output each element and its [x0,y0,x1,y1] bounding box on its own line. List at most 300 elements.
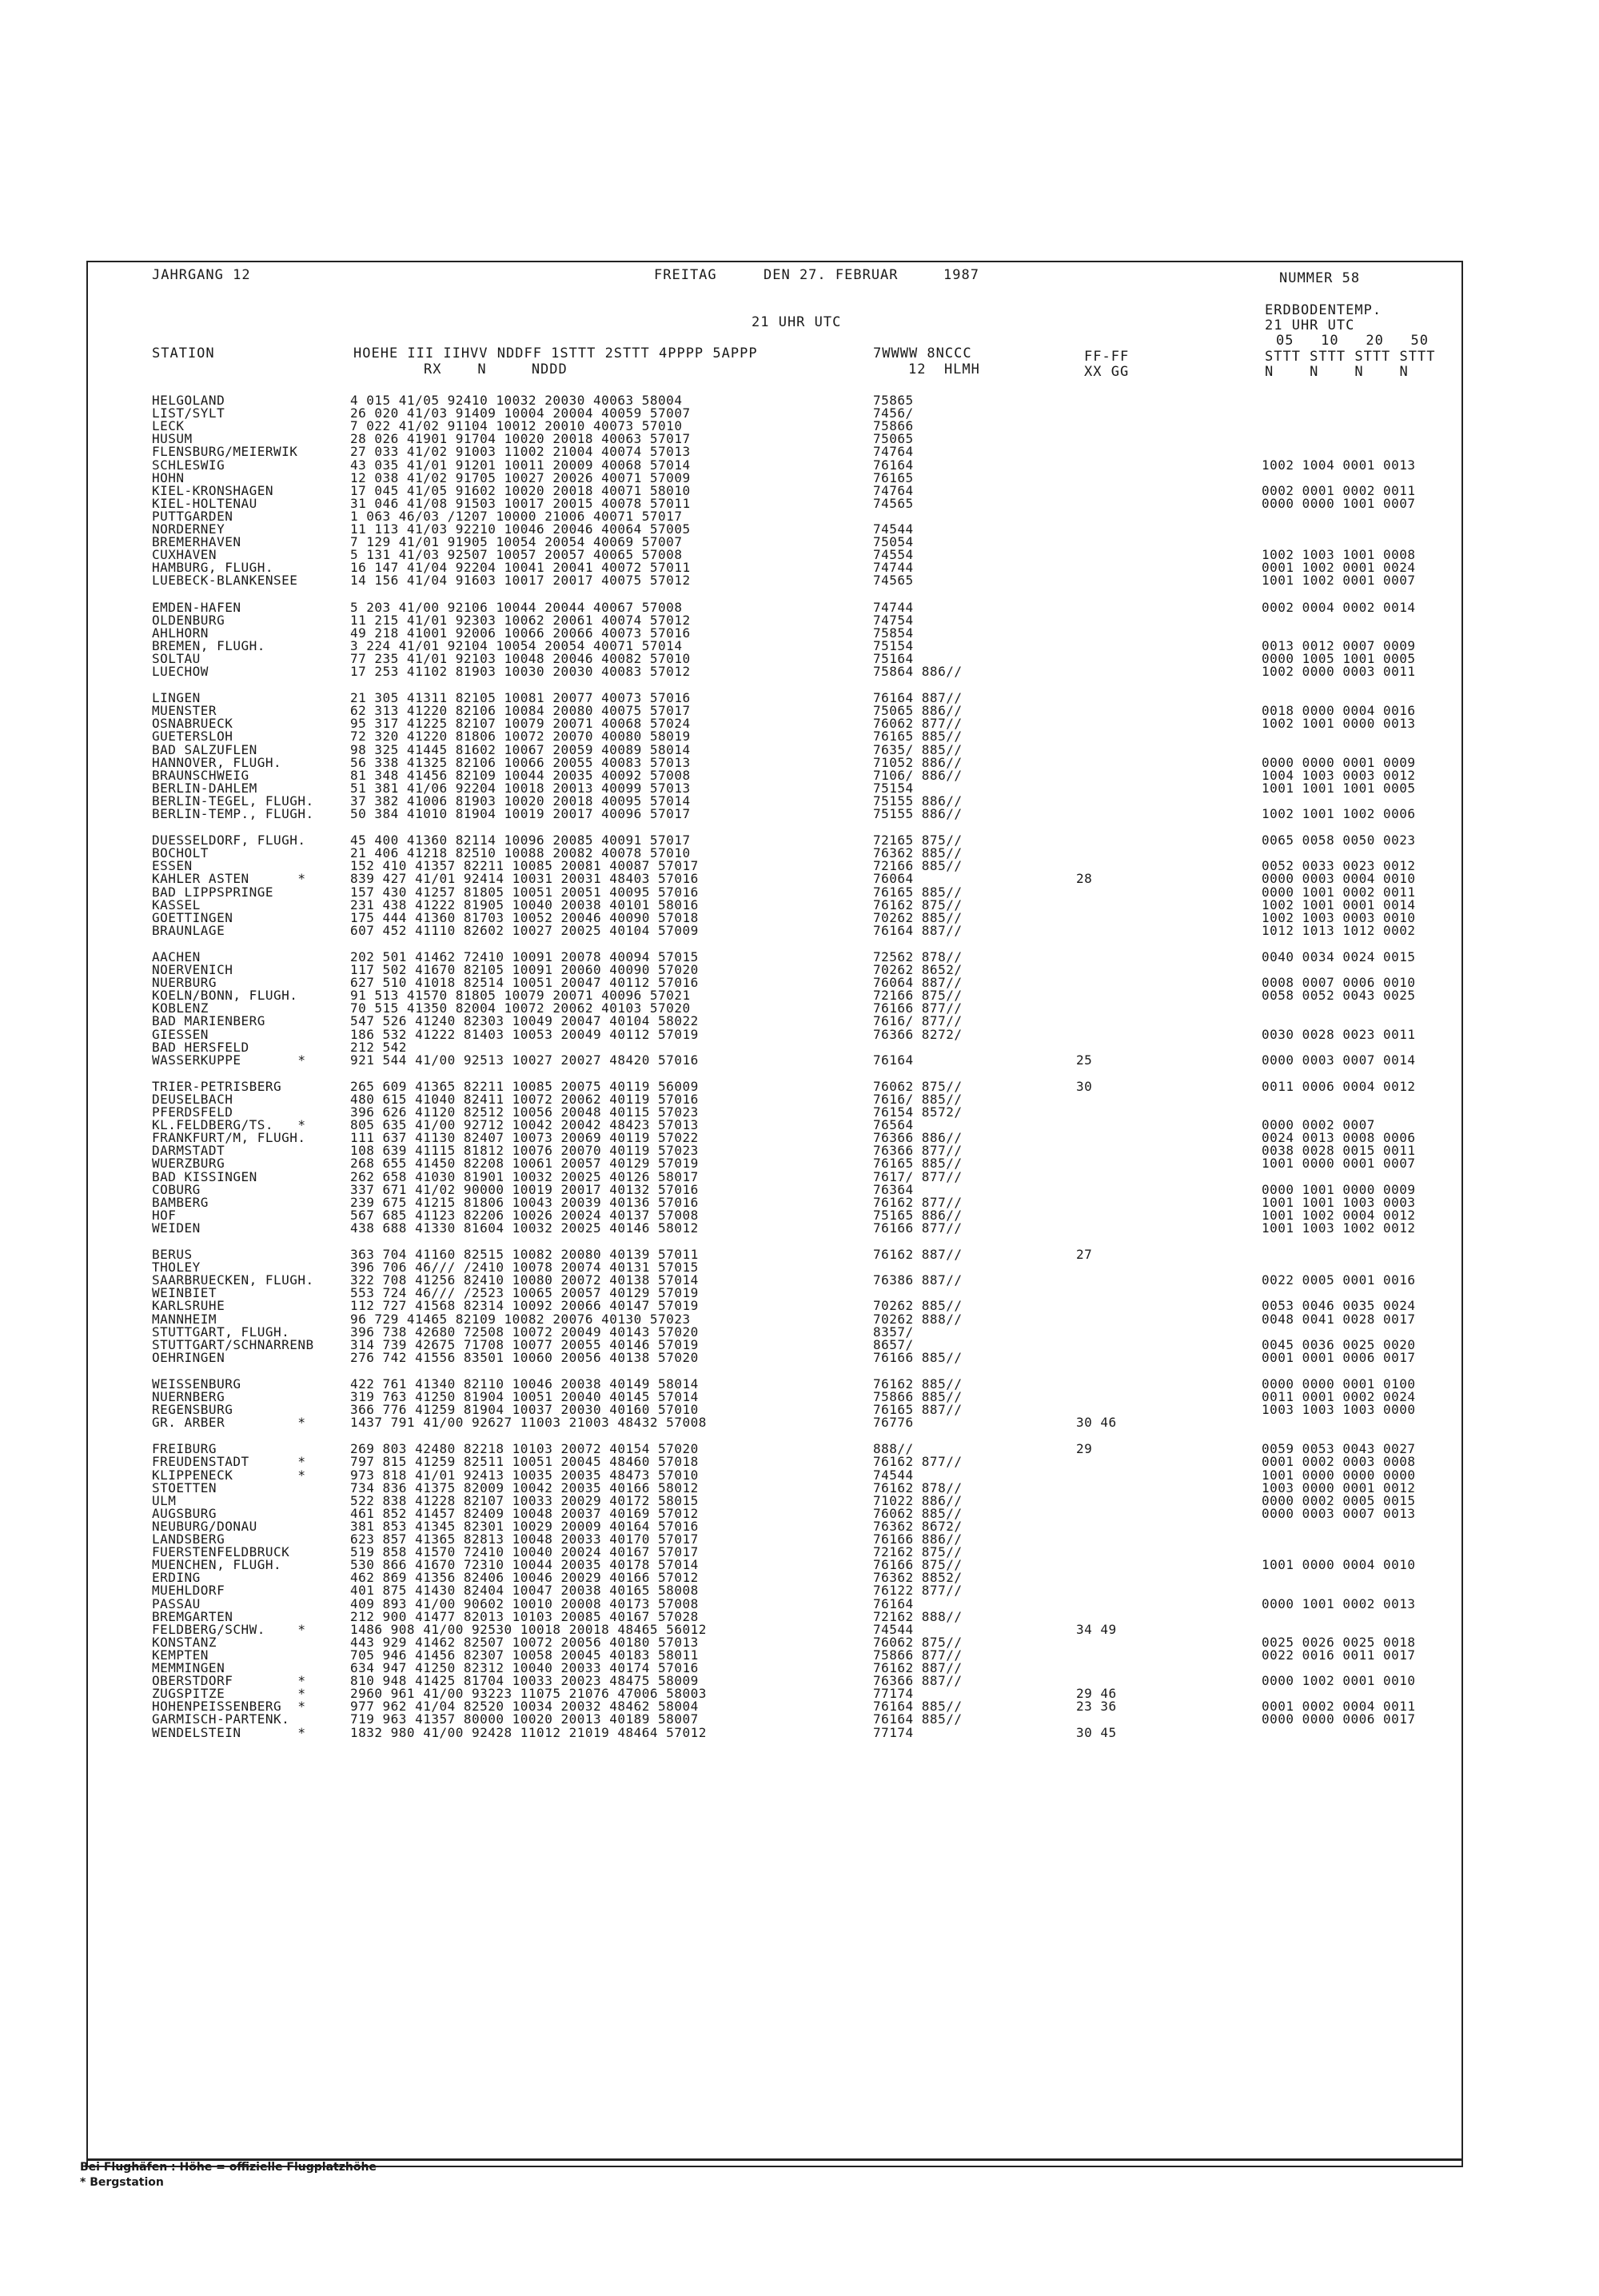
soil-temperatures: 0000 1002 0001 0010 [1262,1673,1416,1689]
station-name: NOERVENICH [152,962,233,977]
weather-groups: 76165 885// [873,1156,963,1172]
station-name: HAMBURG, FLUGH. [152,560,273,576]
weather-groups: 76164 [873,457,914,473]
station-name: KLIPPENECK * [152,1467,306,1483]
weather-groups: 74544 [873,1467,914,1483]
station-name: BERLIN-TEGEL, FLUGH. [152,793,314,809]
observation-groups: 276 742 41556 83501 10060 20056 40138 57020 [350,1349,699,1365]
station-name: BERLIN-TEMP., FLUGH. [152,806,314,821]
observation-groups: 719 963 41357 80000 10020 20013 40189 58007 [350,1711,699,1727]
weather-groups: 76162 887// [873,1660,963,1675]
station-name: KOELN/BONN, FLUGH. [152,988,298,1004]
station-name: HELGOLAND [152,393,225,408]
observation-groups: 96 729 41465 82109 10082 20076 40130 57023 [350,1311,691,1327]
station-name: BOCHOLT [152,845,209,861]
weather-groups: 76166 886// [873,1531,963,1547]
weather-groups: 72166 885// [873,858,963,874]
column-soil-temps-sub: N N N N [1265,364,1409,380]
observation-groups: 95 317 41225 82107 10079 20071 40068 57024 [350,716,691,732]
soil-temperatures: 1002 1001 0001 0014 [1262,896,1416,912]
weekday-label: FREITAG [654,267,717,283]
weather-groups: 74544 [873,1621,914,1637]
soil-temperatures: 0000 1001 0000 0009 [1262,1181,1416,1197]
soil-temp-title: ERDBODENTEMP. [1265,302,1382,318]
station-name: BAD LIPPSPRINGE [152,884,273,900]
observation-groups: 117 502 41670 82105 10091 20060 40090 57020 [350,962,699,977]
weather-groups: 76166 877// [873,1000,963,1016]
weather-groups: 77174 [873,1686,914,1702]
soil-temperatures: 0040 0034 0024 0015 [1262,948,1416,964]
station-name: ULM [152,1492,177,1508]
weather-groups: 76154 8572/ [873,1104,963,1120]
observation-groups: 11 113 41/03 92210 10046 20046 40064 57005 [350,521,691,537]
station-name: REGENSBURG [152,1402,233,1418]
station-name: LANDSBERG [152,1531,225,1547]
station-name: OLDENBURG [152,612,225,628]
weather-groups: 76162 878// [873,1479,963,1495]
observation-groups: 366 776 41259 81904 10037 20030 40160 57010 [350,1402,699,1418]
weather-groups: 8357/ [873,1324,914,1340]
weather-groups: 76062 885// [873,1505,963,1521]
soil-temperatures: 0000 1001 0002 0011 [1262,884,1416,900]
observation-groups: 461 852 41457 82409 10048 20037 40169 57012 [350,1505,699,1521]
soil-temperatures: 0058 0052 0043 0025 [1262,988,1416,1004]
soil-temperatures: 1003 1003 1003 0000 [1262,1402,1416,1418]
station-name: SOLTAU [152,650,201,666]
observation-groups: 322 708 41256 82410 10080 20072 40138 57014 [350,1272,699,1288]
weather-groups: 76166 877// [873,1220,963,1236]
weather-groups: 71022 886// [873,1492,963,1508]
soil-temperatures: 0001 1002 0001 0024 [1262,560,1416,576]
station-name: WEISSENBURG [152,1376,241,1392]
observation-groups: 12 038 41/02 91705 10027 20026 40071 57009 [350,469,691,485]
observation-groups: 396 626 41120 82512 10056 20048 40115 57023 [350,1104,699,1120]
observation-groups: 72 320 41220 81806 10072 20070 40080 58019 [350,729,691,745]
observation-groups: 797 815 41259 82511 10051 20045 48460 57018 [350,1454,699,1470]
weather-groups: 76122 877// [873,1583,963,1599]
soil-temperatures: 1002 1004 0001 0013 [1262,457,1416,473]
station-name: TRIER-PETRISBERG [152,1078,282,1094]
soil-temperatures: 1002 1001 1002 0006 [1262,806,1416,821]
observation-groups: 62 313 41220 82106 10084 20080 40075 57017 [350,703,691,719]
station-name: BRAUNLAGE [152,922,225,938]
weather-groups: 888// [873,1441,914,1457]
weather-groups: 74764 [873,444,914,460]
bulletin-frame [86,261,1463,2167]
weather-groups: 76164 [873,1595,914,1611]
station-name: AUGSBURG [152,1505,217,1521]
station-name: MEMMINGEN [152,1660,225,1675]
observation-groups: 111 637 41130 82407 10073 20069 40119 57022 [350,1130,699,1146]
station-name: KASSEL [152,896,201,912]
weather-groups: 72162 875// [873,1544,963,1560]
station-name: BERUS [152,1247,193,1262]
weather-groups: 76164 887// [873,690,963,706]
weather-groups: 74744 [873,599,914,615]
soil-temperatures: 1002 1001 0000 0013 [1262,716,1416,732]
observation-groups: 519 858 41570 72410 10040 20024 40167 57017 [350,1544,699,1560]
station-name: HANNOVER, FLUGH. [152,754,282,770]
soil-temperatures: 1012 1013 1012 0002 [1262,922,1416,938]
station-name: LECK [152,418,185,434]
soil-temperatures: 0011 0006 0004 0012 [1262,1078,1416,1094]
station-name: KARLSRUHE [152,1298,225,1314]
soil-temperatures: 0052 0033 0023 0012 [1262,858,1416,874]
observation-groups: 977 962 41/04 82520 10034 20032 48462 58004 [350,1699,699,1715]
soil-temperatures: 1001 1001 1003 0003 [1262,1194,1416,1210]
wind-gusts: 34 49 [1076,1621,1117,1637]
weather-groups: 76165 885// [873,729,963,745]
station-name: KL.FELDBERG/TS. * [152,1117,306,1133]
soil-temperatures: 0030 0028 0023 0011 [1262,1026,1416,1042]
soil-temperatures: 0000 1001 0002 0013 [1262,1595,1416,1611]
weather-groups: 76165 [873,469,914,485]
observation-groups: 462 869 41356 82406 10046 20029 40166 57012 [350,1570,699,1586]
station-name: NUERBURG [152,975,217,991]
wind-gusts: 28 [1076,871,1093,887]
observation-groups: 26 020 41/03 91409 10004 20004 40059 57007 [350,405,691,421]
observation-groups: 51 381 41/06 92204 10018 20013 40099 57013 [350,780,691,796]
station-name: NEUBURG/DONAU [152,1518,257,1534]
observation-groups: 7 129 41/01 91905 10054 20054 40069 57007 [350,534,683,550]
weather-groups: 76162 877// [873,1194,963,1210]
weather-groups: 76366 8272/ [873,1026,963,1042]
station-name: ERDING [152,1570,201,1586]
station-name: KONSTANZ [152,1634,217,1650]
station-name: BAD MARIENBERG [152,1013,265,1029]
observation-groups: 627 510 41018 82514 10051 20047 40112 57016 [350,975,699,991]
station-name: OEHRINGEN [152,1349,225,1365]
soil-temperatures: 1001 0000 0004 0010 [1262,1557,1416,1573]
station-name: NORDERNEY [152,521,225,537]
station-name: FUERSTENFELDBRUCK [152,1544,290,1560]
wind-gusts: 30 [1076,1078,1093,1094]
station-name: DARMSTADT [152,1143,225,1159]
wind-gusts: 27 [1076,1247,1093,1262]
station-name: MUENSTER [152,703,217,719]
soil-temperatures: 0000 0002 0007 [1262,1117,1375,1133]
observation-groups: 522 838 41228 82107 10033 20029 40172 58015 [350,1492,699,1508]
station-name: AHLHORN [152,625,209,641]
soil-temperatures: 1001 1003 1002 0012 [1262,1220,1416,1236]
weather-groups: 70262 8652/ [873,962,963,977]
weather-groups: 72562 878// [873,948,963,964]
observation-groups: 634 947 41250 82312 10040 20033 40174 57016 [350,1660,699,1675]
soil-temp-time: 21 UHR UTC [1265,317,1355,333]
weather-groups: 76162 877// [873,1454,963,1470]
observation-groups: 14 156 41/04 91603 10017 20017 40075 57012 [350,573,691,589]
observation-groups: 396 706 46/// /2410 10078 20074 40131 57015 [350,1260,699,1276]
station-name: DEUSELBACH [152,1091,233,1107]
station-name: SAARBRUECKEN, FLUGH. [152,1272,314,1288]
soil-temperatures: 1001 0000 0000 0000 [1262,1467,1416,1483]
observation-groups: 98 325 41445 81602 10067 20059 40089 58014 [350,741,691,757]
station-name: GIESSEN [152,1026,209,1042]
observation-groups: 805 635 41/00 92712 10042 20042 48423 57013 [350,1117,699,1133]
wind-gusts: 29 [1076,1441,1093,1457]
weather-groups: 76165 887// [873,1402,963,1418]
weather-groups: 76366 887// [873,1673,963,1689]
observation-groups: 31 046 41/08 91503 10017 20015 40078 57011 [350,495,691,511]
weather-groups: 76776 [873,1415,914,1431]
station-name: FRANKFURT/M, FLUGH. [152,1130,306,1146]
station-name: FREUDENSTADT * [152,1454,306,1470]
observation-groups: 21 305 41311 82105 10081 20077 40073 57016 [350,690,691,706]
weather-groups: 72166 875// [873,988,963,1004]
soil-temperatures: 1001 1001 1001 0005 [1262,780,1416,796]
observation-groups: 1832 980 41/00 92428 11012 21019 48464 57012 [350,1724,707,1740]
station-name: HOHN [152,469,185,485]
soil-temperatures: 1002 1003 0003 0010 [1262,909,1416,925]
station-name: WENDELSTEIN * [152,1724,306,1740]
observation-groups: 202 501 41462 72410 10091 20078 40094 57015 [350,948,699,964]
observation-groups: 157 430 41257 81805 10051 20051 40095 57016 [350,884,699,900]
column-weather-codes: 7WWWW 8NCCC [873,345,972,361]
observation-groups: 212 542 [350,1039,407,1055]
station-name: LUEBECK-BLANKENSEE [152,573,298,589]
observation-groups: 1486 908 41/00 92530 10018 20018 48465 56012 [350,1621,707,1637]
observation-groups: 2960 961 41/00 93223 11075 21076 47006 58003 [350,1686,707,1702]
soil-temperatures: 1003 0000 0001 0012 [1262,1479,1416,1495]
station-name: BREMERHAVEN [152,534,241,550]
station-name: CUXHAVEN [152,547,217,563]
station-name: HUSUM [152,431,193,447]
observation-groups: 81 348 41456 82109 10044 20035 40092 57008 [350,767,691,783]
observation-groups: 3 224 41/01 92104 10054 20054 40071 57014 [350,637,683,653]
year-label: 1987 [943,267,979,283]
column-station: STATION [152,345,215,361]
weather-groups: 71052 886// [873,754,963,770]
wind-gusts: 25 [1076,1052,1093,1068]
station-name: DUESSELDORF, FLUGH. [152,833,306,849]
weather-groups: 74554 [873,547,914,563]
station-name: BREMGARTEN [152,1608,233,1624]
station-name: COBURG [152,1181,201,1197]
observation-groups: 175 444 41360 81703 10052 20046 40090 57018 [350,909,699,925]
soil-temperatures: 1001 0000 0001 0007 [1262,1156,1416,1172]
station-name: KIEL-HOLTENAU [152,495,257,511]
weather-groups: 7635/ 885// [873,741,963,757]
weather-groups: 76164 [873,1052,914,1068]
weather-groups: 75865 [873,393,914,408]
footnote-mountain-station: * Bergstation [80,2176,164,2189]
station-name: LINGEN [152,690,201,706]
observation-groups: 810 948 41425 81704 10033 20023 48475 58009 [350,1673,699,1689]
station-name: MUENCHEN, FLUGH. [152,1557,282,1573]
observation-groups: 37 382 41006 81903 10020 20018 40095 57014 [350,793,691,809]
station-name: NUERNBERG [152,1389,225,1404]
observation-groups: 401 875 41430 82404 10047 20038 40165 58008 [350,1583,699,1599]
weather-groups: 75065 886// [873,703,963,719]
volume-label: JAHRGANG 12 [152,267,251,283]
weather-groups: 76362 885// [873,845,963,861]
station-name: MUEHLDORF [152,1583,225,1599]
observation-groups: 91 513 41570 81805 10079 20071 40096 57021 [350,988,691,1004]
station-name: WUERZBURG [152,1156,225,1172]
observation-groups: 705 946 41456 82307 10058 20045 40183 58011 [350,1647,699,1663]
station-name: BAD KISSINGEN [152,1168,257,1184]
station-name: GUETERSLOH [152,729,233,745]
weather-groups: 76362 8852/ [873,1570,963,1586]
weather-groups: 74565 [873,495,914,511]
weather-groups: 76162 887// [873,1247,963,1262]
observation-groups: 5 203 41/00 92106 10044 20044 40067 57008 [350,599,683,615]
weather-groups: 77174 [873,1724,914,1740]
station-name: PFERDSFELD [152,1104,233,1120]
weather-groups: 75154 [873,780,914,796]
observation-groups: 269 803 42480 82218 10103 20072 40154 57020 [350,1441,699,1457]
observation-groups: 56 338 41325 82106 10066 20055 40083 57013 [350,754,691,770]
observation-groups: 839 427 41/01 92414 10031 20031 48403 57016 [350,871,699,887]
footnote-airport-height: Bei Flughäfen : Höhe = offizielle Flugplatzhöhe [80,2161,377,2174]
station-name: BERLIN-DAHLEM [152,780,257,796]
station-name: BAMBERG [152,1194,209,1210]
weather-groups: 76164 885// [873,1699,963,1715]
soil-temperatures: 1002 0000 0003 0011 [1262,664,1416,679]
soil-temperatures: 0059 0053 0043 0027 [1262,1441,1416,1457]
soil-temperatures: 0008 0007 0006 0010 [1262,975,1416,991]
soil-temperatures: 0024 0013 0008 0006 [1262,1130,1416,1146]
soil-temperatures: 0001 0002 0004 0011 [1262,1699,1416,1715]
wind-gusts: 30 45 [1076,1724,1117,1740]
soil-temperatures: 0000 0000 0006 0017 [1262,1711,1416,1727]
weather-groups: 75866 885// [873,1389,963,1404]
observation-time: 21 UHR UTC [752,314,842,330]
station-name: LIST/SYLT [152,405,225,421]
observation-groups: 396 738 42680 72508 10072 20049 40143 57020 [350,1324,699,1340]
station-name: MANNHEIM [152,1311,217,1327]
weather-groups: 76162 875// [873,896,963,912]
station-name: BRAUNSCHWEIG [152,767,249,783]
station-name: KEMPTEN [152,1647,209,1663]
weather-groups: 76166 875// [873,1557,963,1573]
observation-groups: 4 015 41/05 92410 10032 20030 40063 58004 [350,393,683,408]
weather-groups: 75866 [873,418,914,434]
observation-groups: 112 727 41568 82314 10092 20066 40147 57019 [350,1298,699,1314]
weather-groups: 76164 885// [873,1711,963,1727]
station-name: HOHENPEISSENBERG * [152,1699,306,1715]
station-name: FREIBURG [152,1441,217,1457]
weather-groups: 75854 [873,625,914,641]
soil-temperatures: 0000 0000 1001 0007 [1262,495,1416,511]
observation-groups: 973 818 41/01 92413 10035 20035 48473 57010 [350,1467,699,1483]
observation-groups: 17 045 41/05 91602 10020 20018 40071 58010 [350,482,691,498]
observation-groups: 49 218 41001 92006 10066 20066 40073 57016 [350,625,691,641]
soil-temperatures: 0000 1005 1001 0005 [1262,650,1416,666]
weather-groups: 70262 888// [873,1311,963,1327]
soil-temperatures: 0001 0001 0006 0017 [1262,1349,1416,1365]
weather-groups: 76062 875// [873,1078,963,1094]
weather-groups: 75165 886// [873,1207,963,1223]
weather-groups: 74544 [873,521,914,537]
weather-groups: 75164 [873,650,914,666]
observation-groups: 16 147 41/04 92204 10041 20041 40072 57011 [350,560,691,576]
soil-temperatures: 0000 0003 0007 0014 [1262,1052,1416,1068]
station-name: PASSAU [152,1595,201,1611]
observation-groups: 17 253 41102 81903 10030 20030 40083 57012 [350,664,691,679]
soil-temperatures: 0045 0036 0025 0020 [1262,1336,1416,1352]
observation-groups: 7 022 41/02 91104 10012 20010 40073 57010 [350,418,683,434]
observation-groups: 607 452 41110 82602 10027 20025 40104 57009 [350,922,699,938]
weather-groups: 76062 877// [873,716,963,732]
weather-groups: 7106/ 886// [873,767,963,783]
observation-groups: 212 900 41477 82013 10103 20085 40167 57028 [350,1608,699,1624]
station-name: KIEL-KRONSHAGEN [152,482,273,498]
observation-groups: 50 384 41010 81904 10019 20017 40096 57017 [350,806,691,821]
station-name: STUTTGART/SCHNARRENB [152,1336,314,1352]
weather-groups: 72162 888// [873,1608,963,1624]
observation-groups: 28 026 41901 91704 10020 20018 40063 57017 [350,431,691,447]
weather-groups: 7616/ 885// [873,1091,963,1107]
station-name: SCHLESWIG [152,457,225,473]
soil-temperatures: 0000 0000 0001 0100 [1262,1376,1416,1392]
station-name: PUTTGARDEN [152,508,233,524]
station-name: AACHEN [152,948,201,964]
date-label: DEN 27. FEBRUAR [764,267,899,283]
station-name: BAD SALZUFLEN [152,741,257,757]
weather-groups: 76366 877// [873,1143,963,1159]
weather-groups: 74565 [873,573,914,589]
observation-groups: 27 033 41/02 91003 11002 21004 40074 57013 [350,444,691,460]
weather-groups: 7456/ [873,405,914,421]
station-name: STOETTEN [152,1479,217,1495]
soil-temp-depths: 05 10 20 50 [1276,333,1429,349]
soil-temperatures: 0000 0003 0007 0013 [1262,1505,1416,1521]
observation-groups: 623 857 41365 82813 10048 20033 40170 57017 [350,1531,699,1547]
observation-groups: 530 866 41670 72310 10044 20035 40178 57014 [350,1557,699,1573]
observation-groups: 381 853 41345 82301 10029 20009 40164 57016 [350,1518,699,1534]
observation-groups: 567 685 41123 82206 10026 20024 40137 57008 [350,1207,699,1223]
soil-temperatures: 0000 0000 0001 0009 [1262,754,1416,770]
station-name: ESSEN [152,858,193,874]
observation-groups: 480 615 41040 82411 10072 20062 40119 57016 [350,1091,699,1107]
soil-temperatures: 0002 0001 0002 0011 [1262,482,1416,498]
weather-groups: 75154 [873,637,914,653]
observation-groups: 186 532 41222 81403 10053 20049 40112 57019 [350,1026,699,1042]
wind-gusts: 30 46 [1076,1415,1117,1431]
weather-groups: 74764 [873,482,914,498]
weather-groups: 76386 887// [873,1272,963,1288]
observation-groups: 239 675 41215 81806 10043 20039 40136 57016 [350,1194,699,1210]
observation-groups: 268 655 41450 82208 10061 20057 40129 57019 [350,1156,699,1172]
observation-groups: 70 515 41350 82004 10072 20062 40103 57020 [350,1000,691,1016]
observation-groups: 231 438 41222 81905 10040 20038 40101 58016 [350,896,699,912]
observation-groups: 438 688 41330 81604 10032 20025 40146 58012 [350,1220,699,1236]
soil-temperatures: 0002 0004 0002 0014 [1262,599,1416,615]
observation-groups: 734 836 41375 82009 10042 20035 40166 58012 [350,1479,699,1495]
station-name: WEIDEN [152,1220,201,1236]
station-name: OSNABRUECK [152,716,233,732]
observation-groups: 262 658 41030 81901 10032 20025 40126 58017 [350,1168,699,1184]
weather-groups: 76165 885// [873,884,963,900]
column-main-codes: HOEHE III IIHVV NDDFF 1STTT 2STTT 4PPPP 5APPP [353,345,758,361]
station-name: FLENSBURG/MEIERWIK [152,444,298,460]
issue-number: NUMMER 58 [1279,270,1361,286]
station-name: GARMISCH-PARTENK. [152,1711,290,1727]
observation-groups: 553 724 46/// /2523 10065 20057 40129 57019 [350,1285,699,1301]
observation-groups: 108 639 41115 81812 10076 20070 40119 57023 [350,1143,699,1159]
station-name: KAHLER ASTEN * [152,871,306,887]
observation-groups: 314 739 42675 71708 10077 20055 40146 57019 [350,1336,699,1352]
soil-temperatures: 1002 1003 1001 0008 [1262,547,1416,563]
soil-temperatures: 0065 0058 0050 0023 [1262,833,1416,849]
observation-groups: 45 400 41360 82114 10096 20085 40091 57017 [350,833,691,849]
weather-groups: 75866 877// [873,1647,963,1663]
weather-groups: 70262 885// [873,1298,963,1314]
soil-temperatures: 0000 0003 0004 0010 [1262,871,1416,887]
station-name: BREMEN, FLUGH. [152,637,265,653]
column-soil-temps: STTT STTT STTT STTT [1265,349,1436,365]
